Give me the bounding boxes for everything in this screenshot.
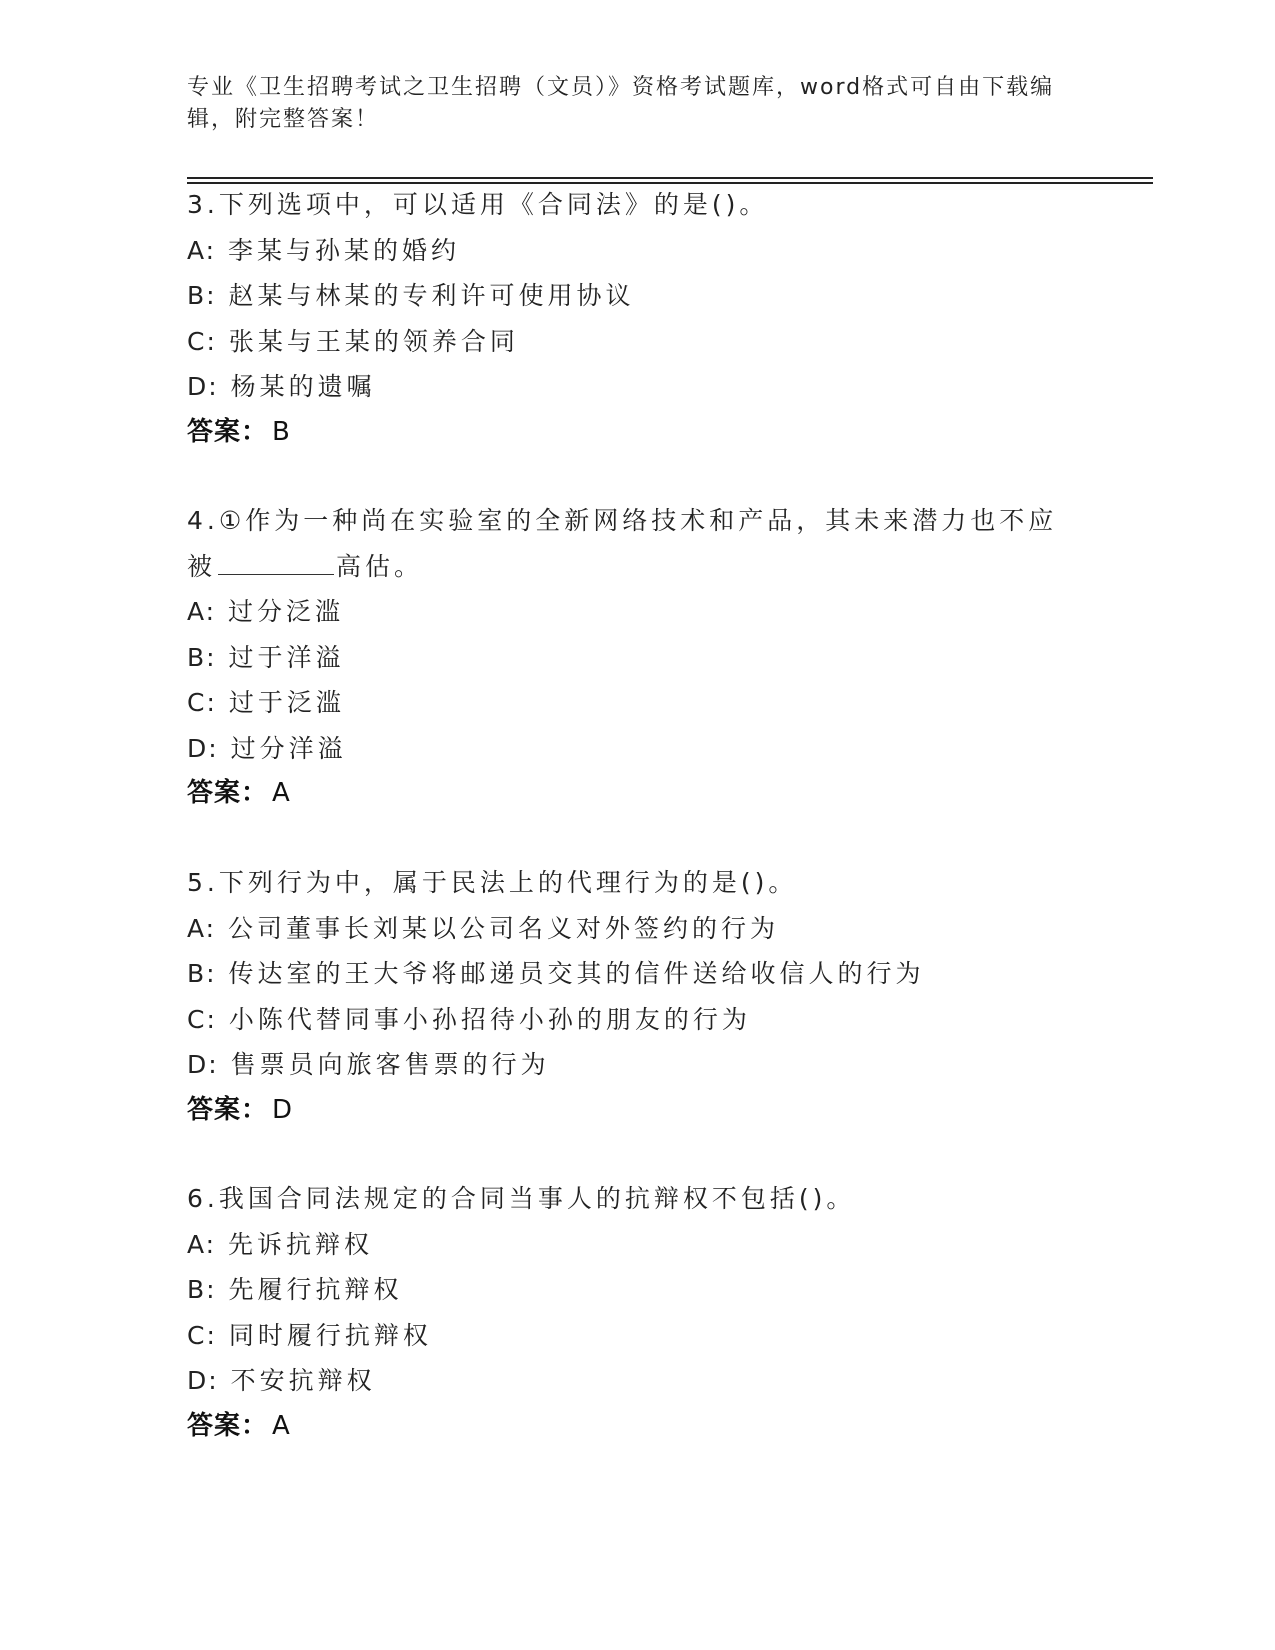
option-prefix: D: xyxy=(187,372,219,401)
answer-label: 答案： xyxy=(187,778,269,808)
header-note: 专业《卫生招聘考试之卫生招聘（文员）》资格考试题库，word格式可自由下载编辑，附完整答案！ xyxy=(187,75,1055,132)
question-3 xyxy=(187,182,1087,455)
option-a xyxy=(187,906,1087,952)
option-text: 不安抗辩权 xyxy=(230,1366,376,1395)
option-text: 同时履行抗辩权 xyxy=(228,1320,432,1350)
option-b xyxy=(187,951,1087,997)
option-text: 杨某的遗嘱 xyxy=(230,372,376,401)
option-text: 先履行抗辩权 xyxy=(228,1275,403,1304)
option-text: 传达室的王大爷将邮递员交其的信件送给收信人的行为 xyxy=(228,959,925,988)
option-text: 过于泛滥 xyxy=(228,688,345,717)
option-d xyxy=(187,726,1087,772)
option-prefix: A: xyxy=(187,235,217,265)
option-prefix: C: xyxy=(187,326,217,356)
option-prefix: B: xyxy=(187,1275,217,1304)
answer-label: 答案： xyxy=(187,416,269,447)
answer-label: 答案： xyxy=(187,1094,269,1125)
option-a xyxy=(187,589,1087,635)
header-rule-top xyxy=(187,177,1153,179)
option-prefix: B: xyxy=(187,281,217,310)
option-prefix: C: xyxy=(187,688,217,717)
answer-value: D xyxy=(272,1094,294,1125)
question-stem-part1: 4.①作为一种尚在实验室的全新网络技术和产品，其未来潜力也不应被 xyxy=(187,506,1058,581)
answer-label: 答案： xyxy=(187,1410,269,1441)
question-4 xyxy=(187,498,1087,817)
question-stem: 5.下列行为中，属于民法上的代理行为的是()。 xyxy=(187,868,798,897)
question-6 xyxy=(187,1176,1087,1449)
option-text: 过分泛滥 xyxy=(228,597,345,626)
answer-value: B xyxy=(272,416,291,447)
option-b xyxy=(187,1267,1087,1313)
option-prefix: D: xyxy=(187,733,219,763)
question-stem xyxy=(187,498,1067,589)
option-c xyxy=(187,997,1087,1043)
option-d xyxy=(187,1042,1087,1088)
option-text: 公司董事长刘某以公司名义对外签约的行为 xyxy=(228,913,780,943)
option-c xyxy=(187,680,1087,726)
option-prefix: A: xyxy=(187,597,217,626)
answer-line xyxy=(187,410,1087,456)
fill-in-blank xyxy=(218,554,334,575)
option-prefix: D: xyxy=(187,1366,219,1395)
option-text: 售票员向旅客售票的行为 xyxy=(230,1050,550,1079)
option-c xyxy=(187,319,1087,365)
option-a xyxy=(187,228,1087,274)
answer-line xyxy=(187,771,1087,817)
answer-line xyxy=(187,1404,1087,1450)
answer-value: A xyxy=(272,1410,291,1441)
option-prefix: C: xyxy=(187,1320,217,1350)
question-5 xyxy=(187,860,1087,1133)
option-d xyxy=(187,364,1087,410)
question-stem: 6.我国合同法规定的合同当事人的抗辩权不包括()。 xyxy=(187,1184,856,1213)
option-text: 过于洋溢 xyxy=(228,642,345,672)
answer-line xyxy=(187,1088,1087,1134)
option-prefix: A: xyxy=(187,1229,217,1259)
question-stem: 3.下列选项中，可以适用《合同法》的是()。 xyxy=(187,190,769,219)
option-prefix: C: xyxy=(187,1004,217,1034)
option-text: 小陈代替同事小孙招待小孙的朋友的行为 xyxy=(228,1004,751,1034)
option-b xyxy=(187,635,1087,681)
option-text: 张某与王某的领养合同 xyxy=(228,326,519,356)
option-text: 先诉抗辩权 xyxy=(228,1229,374,1259)
option-d xyxy=(187,1358,1087,1404)
option-prefix: B: xyxy=(187,642,217,672)
option-c xyxy=(187,1313,1087,1359)
question-stem-part2: 高估。 xyxy=(336,551,424,581)
option-text: 赵某与林某的专利许可使用协议 xyxy=(228,281,635,310)
option-text: 过分洋溢 xyxy=(230,733,347,763)
option-text: 李某与孙某的婚约 xyxy=(228,235,461,265)
option-b xyxy=(187,273,1087,319)
option-prefix: D: xyxy=(187,1050,219,1079)
answer-value: A xyxy=(272,778,291,808)
option-prefix: A: xyxy=(187,913,217,943)
option-a xyxy=(187,1222,1087,1268)
option-prefix: B: xyxy=(187,959,217,988)
